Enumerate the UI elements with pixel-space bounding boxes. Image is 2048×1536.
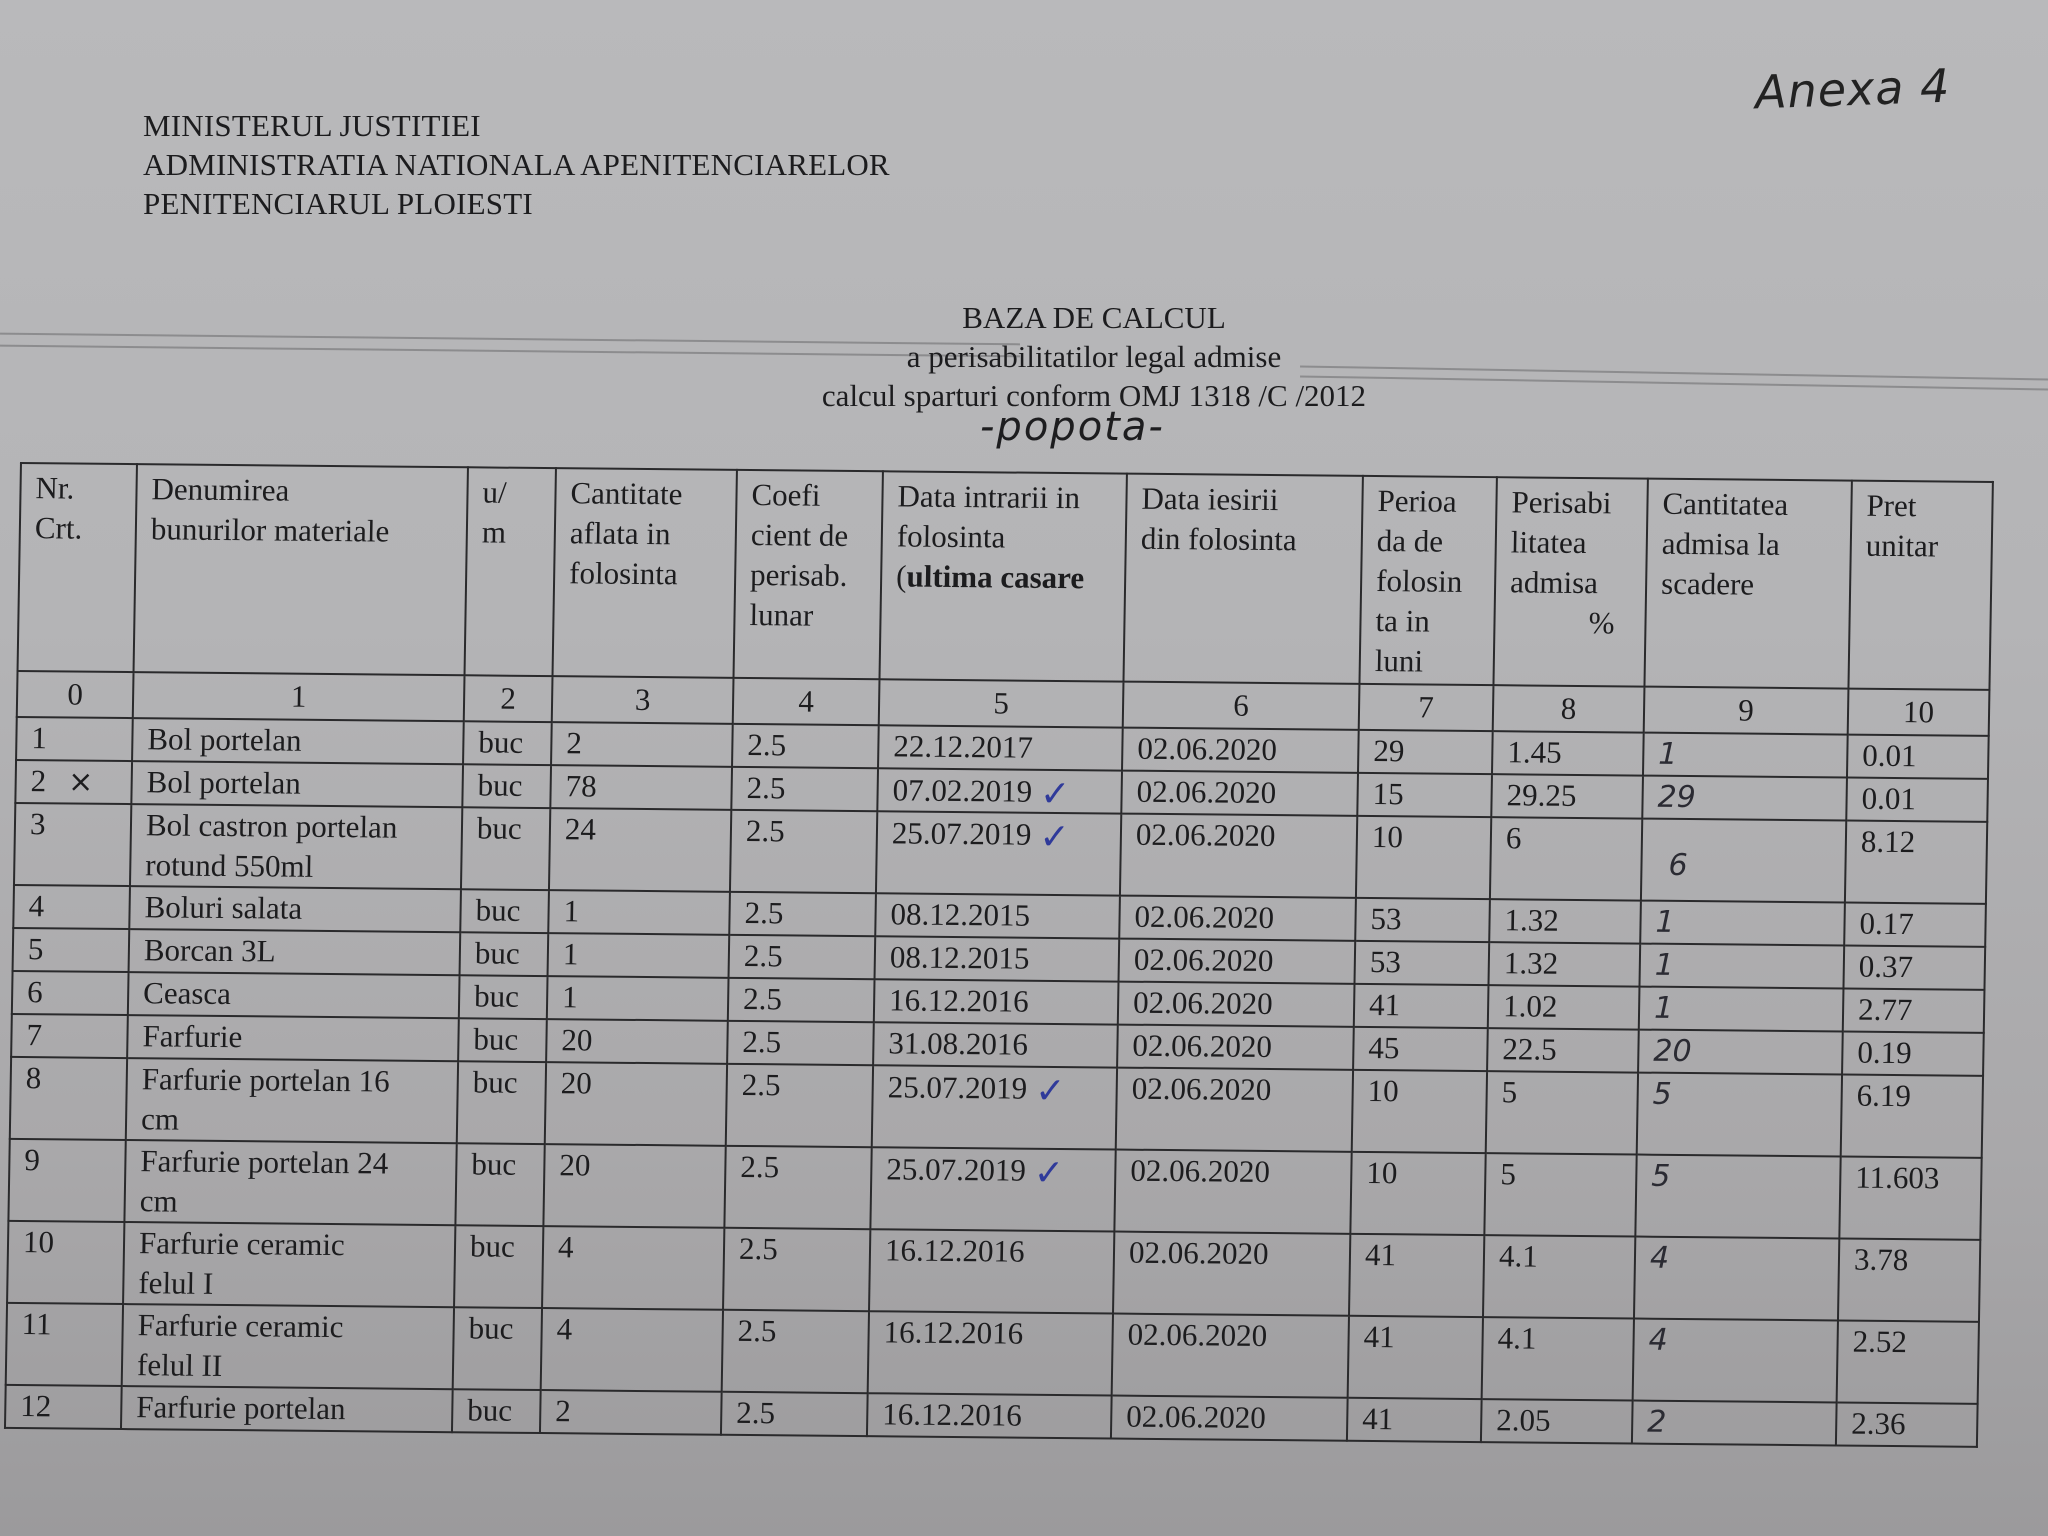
header-period-months: Perioa da de folosin ta in luni xyxy=(1359,476,1496,685)
cell-date-out: 02.06.2020 xyxy=(1120,814,1357,898)
cell-period-months: 41 xyxy=(1349,1234,1484,1317)
cell-unit: buc xyxy=(454,1225,543,1308)
checkmark-icon: ✓ xyxy=(1039,816,1070,859)
column-index: 0 xyxy=(17,671,134,718)
cell-date-in: 25.07.2019 ✓ xyxy=(870,1147,1115,1231)
column-index: 10 xyxy=(1848,689,1990,736)
cell-unit: buc xyxy=(462,764,551,808)
cell-unit-price: 0.01 xyxy=(1846,778,1988,822)
cell-item-name: Boluri salata xyxy=(129,886,461,932)
cell-quantity: 4 xyxy=(542,1226,724,1310)
cell-admitted-quantity xyxy=(1643,733,1848,778)
cell-quantity: 24 xyxy=(549,808,731,892)
cell-unit-price: 11.603 xyxy=(1839,1157,1981,1240)
cell-date-in: 08.12.2015 xyxy=(875,936,1120,981)
cell-quantity: 1 xyxy=(548,890,730,935)
header-quantity: Cantitate aflata in folosinta xyxy=(553,468,737,678)
title-subtitle: a perisabilitatilor legal admise xyxy=(906,339,1282,374)
header-line-administration: ADMINISTRATIA NATIONALA APENITENCIARELOR xyxy=(143,147,890,182)
column-index: 4 xyxy=(733,678,880,725)
cell-perisability: 1.45 xyxy=(1492,731,1644,775)
cell-date-out: 02.06.2020 xyxy=(1121,771,1358,816)
table-header-row xyxy=(18,463,1993,690)
cell-unit: buc xyxy=(459,975,548,1019)
cell-unit-price: 6.19 xyxy=(1841,1075,1983,1158)
cell-date-out: 02.06.2020 xyxy=(1111,1396,1348,1441)
cell-coefficient: 2.5 xyxy=(724,1146,871,1229)
cell-date-out: 02.06.2020 xyxy=(1118,982,1355,1027)
cell-admitted-quantity xyxy=(1632,1401,1837,1446)
cell-coefficient: 2.5 xyxy=(726,1064,873,1147)
checkmark-icon: ✓ xyxy=(1033,1152,1065,1195)
header-nr-crt: Nr. Crt. xyxy=(18,463,137,672)
header-unit: u/ m xyxy=(465,467,556,676)
cell-period-months: 15 xyxy=(1357,773,1492,817)
header-line-penitentiary: PENITENCIARUL PLOIESTI xyxy=(143,186,533,221)
cell-coefficient: 2.5 xyxy=(729,935,876,979)
cell-period-months: 10 xyxy=(1352,1070,1487,1153)
cell-coefficient: 2.5 xyxy=(723,1228,870,1311)
cell-period-months: 45 xyxy=(1353,1027,1488,1071)
cell-date-in: 25.07.2019 ✓ xyxy=(876,811,1121,895)
cell-coefficient: 2.5 xyxy=(730,810,877,893)
cell-nr: 5 xyxy=(13,928,130,972)
cell-nr: 12 xyxy=(5,1385,122,1429)
cell-date-out: 02.06.2020 xyxy=(1119,896,1356,941)
cell-item-name: Borcan 3L xyxy=(129,929,461,975)
cell-date-out: 02.06.2020 xyxy=(1113,1232,1350,1316)
cell-item-name: Bol castron portelan rotund 550ml xyxy=(130,804,462,889)
cell-period-months: 41 xyxy=(1354,984,1489,1028)
cell-unit: buc xyxy=(458,1018,547,1062)
handwritten-value: 1 xyxy=(1658,736,1678,772)
cell-perisability: 4.1 xyxy=(1482,1317,1634,1400)
cell-nr: 6 xyxy=(12,971,129,1015)
cell-admitted-quantity xyxy=(1634,1237,1839,1321)
column-index: 2 xyxy=(464,675,553,722)
cell-unit-price: 2.52 xyxy=(1837,1320,1979,1403)
column-index: 6 xyxy=(1123,682,1360,730)
cell-quantity: 2 xyxy=(551,722,733,767)
cell-coefficient: 2.5 xyxy=(721,1392,868,1436)
cell-perisability: 5 xyxy=(1486,1071,1638,1154)
cell-admitted-quantity xyxy=(1638,1030,1843,1075)
cell-coefficient: 2.5 xyxy=(722,1310,869,1393)
handwritten-value: 1 xyxy=(1654,947,1675,983)
handwritten-value: 2 xyxy=(1646,1404,1667,1440)
handwritten-value: 20 xyxy=(1653,1033,1692,1070)
cell-quantity: 20 xyxy=(543,1144,725,1228)
column-index: 7 xyxy=(1359,684,1494,731)
handwritten-annex-note: Anexa 4 xyxy=(1754,58,1952,120)
cell-perisability: 1.32 xyxy=(1489,899,1641,943)
cell-perisability: 2.05 xyxy=(1481,1399,1633,1443)
header-line-ministry: MINISTERUL JUSTITIEI xyxy=(143,108,481,143)
cell-date-in: 22.12.2017 xyxy=(878,725,1123,770)
cell-unit: buc xyxy=(457,1061,546,1144)
cell-admitted-quantity xyxy=(1641,819,1846,903)
checkmark-icon: ✓ xyxy=(1034,1070,1066,1113)
cell-unit: buc xyxy=(453,1307,542,1390)
cell-quantity: 78 xyxy=(550,765,732,810)
cell-nr: 2 × xyxy=(15,760,132,804)
cell-item-name: Bol portelan xyxy=(132,718,464,764)
handwritten-title-note: -popota- xyxy=(980,404,1165,450)
cell-date-in: 16.12.2016 xyxy=(867,1393,1112,1438)
cell-nr: 11 xyxy=(6,1303,123,1386)
cell-admitted-quantity xyxy=(1637,1073,1842,1157)
cell-quantity: 20 xyxy=(546,1019,728,1064)
column-index: 5 xyxy=(879,679,1124,727)
cell-perisability: 1.32 xyxy=(1488,942,1640,986)
cell-date-in: 07.02.2019 ✓ xyxy=(877,768,1122,813)
cell-date-out: 02.06.2020 xyxy=(1114,1150,1351,1234)
handwritten-value: 4 xyxy=(1648,1322,1669,1358)
cell-unit: buc xyxy=(460,932,549,976)
cell-nr: 8 xyxy=(10,1057,127,1140)
handwritten-value: 6 xyxy=(1668,847,1688,884)
header-date-in: Data intrarii in folosinta (ultima casare xyxy=(879,471,1126,681)
cell-unit-price: 2.77 xyxy=(1843,989,1985,1033)
cell-item-name: Farfurie portelan xyxy=(121,1386,453,1432)
cell-period-months: 53 xyxy=(1354,941,1489,985)
cell-period-months: 10 xyxy=(1356,816,1491,899)
cell-unit: buc xyxy=(463,721,552,765)
cell-item-name: Farfurie portelan 16 cm xyxy=(126,1058,458,1143)
cell-admitted-quantity xyxy=(1633,1319,1838,1403)
cell-item-name: Farfurie portelan 24 cm xyxy=(124,1140,456,1225)
institution-header xyxy=(143,106,890,223)
cell-coefficient: 2.5 xyxy=(732,724,879,768)
cell-period-months: 10 xyxy=(1350,1152,1485,1235)
cell-unit-price: 2.36 xyxy=(1836,1402,1978,1446)
cell-coefficient: 2.5 xyxy=(728,978,875,1022)
header-admitted-quantity: Cantitatea admisa la scadere xyxy=(1644,479,1851,689)
cell-period-months: 29 xyxy=(1358,730,1493,774)
cell-item-name: Farfurie ceramic felul II xyxy=(122,1304,454,1389)
document-title xyxy=(0,298,2048,415)
cell-unit-price: 3.78 xyxy=(1838,1238,1980,1321)
cell-quantity: 2 xyxy=(540,1390,722,1435)
column-index: 9 xyxy=(1644,687,1849,735)
cell-perisability: 4.1 xyxy=(1483,1235,1635,1318)
calculation-table-wrapper xyxy=(4,462,1994,1448)
cell-unit: buc xyxy=(461,807,550,890)
cell-quantity: 1 xyxy=(548,933,730,978)
cell-date-out: 02.06.2020 xyxy=(1112,1314,1349,1398)
cell-nr: 9 xyxy=(8,1139,125,1222)
header-perisability: Perisabi litatea admisa % xyxy=(1493,477,1647,686)
cell-perisability: 6 xyxy=(1490,817,1642,900)
cell-date-in: 16.12.2016 xyxy=(874,979,1119,1024)
column-index: 1 xyxy=(133,672,465,721)
cell-perisability: 29.25 xyxy=(1491,774,1643,818)
header-unit-price: Pret unitar xyxy=(1848,481,1992,690)
cell-date-in: 16.12.2016 xyxy=(869,1229,1114,1313)
cell-coefficient: 2.5 xyxy=(729,892,876,936)
handwritten-value: 29 xyxy=(1657,779,1697,816)
cell-nr: 3 xyxy=(14,803,131,886)
cell-item-name: Ceasca xyxy=(128,972,460,1018)
cell-item-name: Farfurie xyxy=(127,1015,459,1061)
cross-mark-icon: × xyxy=(67,764,94,800)
cell-period-months: 41 xyxy=(1347,1398,1482,1442)
header-item-name: Denumirea bunurilor materiale xyxy=(134,464,468,675)
cell-unit-price: 0.37 xyxy=(1843,946,1985,990)
cell-date-in: 16.12.2016 xyxy=(868,1311,1113,1395)
cell-nr: 4 xyxy=(13,885,130,929)
cell-nr: 1 xyxy=(16,717,133,761)
cell-perisability: 1.02 xyxy=(1488,985,1640,1029)
handwritten-value: 5 xyxy=(1651,1158,1671,1194)
cell-coefficient: 2.5 xyxy=(731,767,878,811)
cell-unit-price: 0.17 xyxy=(1844,903,1986,947)
header-coefficient: Coefi cient de perisab. lunar xyxy=(734,470,883,679)
cell-date-out: 02.06.2020 xyxy=(1119,939,1356,984)
cell-unit-price: 0.01 xyxy=(1847,735,1989,779)
cell-admitted-quantity xyxy=(1642,776,1847,821)
header-date-out: Data iesirii din folosinta xyxy=(1123,474,1362,684)
cell-date-out: 02.06.2020 xyxy=(1117,1025,1354,1070)
cell-period-months: 53 xyxy=(1355,898,1490,942)
cell-quantity: 20 xyxy=(545,1062,727,1146)
cell-nr: 10 xyxy=(7,1221,124,1304)
cell-date-in: 25.07.2019 ✓ xyxy=(872,1065,1117,1149)
cell-perisability: 22.5 xyxy=(1487,1028,1639,1072)
column-index: 3 xyxy=(552,676,734,724)
handwritten-value: 1 xyxy=(1653,990,1674,1026)
column-index: 8 xyxy=(1493,685,1645,732)
cell-perisability: 5 xyxy=(1484,1153,1636,1236)
cell-quantity: 4 xyxy=(541,1308,723,1392)
cell-item-name: Bol portelan xyxy=(131,761,463,807)
cell-unit: buc xyxy=(460,889,549,933)
title-reference: calcul sparturi conform OMJ 1318 /C /2012 xyxy=(821,378,1367,413)
cell-date-in: 08.12.2015 xyxy=(875,893,1120,938)
cell-unit-price: 8.12 xyxy=(1845,821,1987,904)
cell-unit-price: 0.19 xyxy=(1842,1032,1984,1076)
cell-quantity: 1 xyxy=(547,976,729,1021)
title-main: BAZA DE CALCUL xyxy=(962,300,1226,335)
cell-date-out: 02.06.2020 xyxy=(1116,1068,1353,1152)
cell-date-in: 31.08.2016 xyxy=(873,1022,1118,1067)
handwritten-value: 5 xyxy=(1652,1076,1673,1112)
handwritten-value: 4 xyxy=(1649,1240,1670,1276)
cell-nr: 7 xyxy=(11,1014,128,1058)
cell-admitted-quantity xyxy=(1639,987,1844,1032)
checkmark-icon: ✓ xyxy=(1039,773,1071,816)
cell-date-out: 02.06.2020 xyxy=(1122,728,1359,773)
cell-unit: buc xyxy=(455,1143,544,1226)
handwritten-value: 1 xyxy=(1655,904,1675,940)
cell-admitted-quantity xyxy=(1639,944,1844,989)
cell-admitted-quantity xyxy=(1635,1155,1840,1239)
cell-period-months: 41 xyxy=(1348,1316,1483,1399)
cell-coefficient: 2.5 xyxy=(727,1021,874,1065)
cell-item-name: Farfurie ceramic felul I xyxy=(123,1222,455,1307)
cell-unit: buc xyxy=(452,1389,541,1433)
cell-admitted-quantity xyxy=(1640,901,1845,946)
calculation-table xyxy=(4,462,1994,1448)
